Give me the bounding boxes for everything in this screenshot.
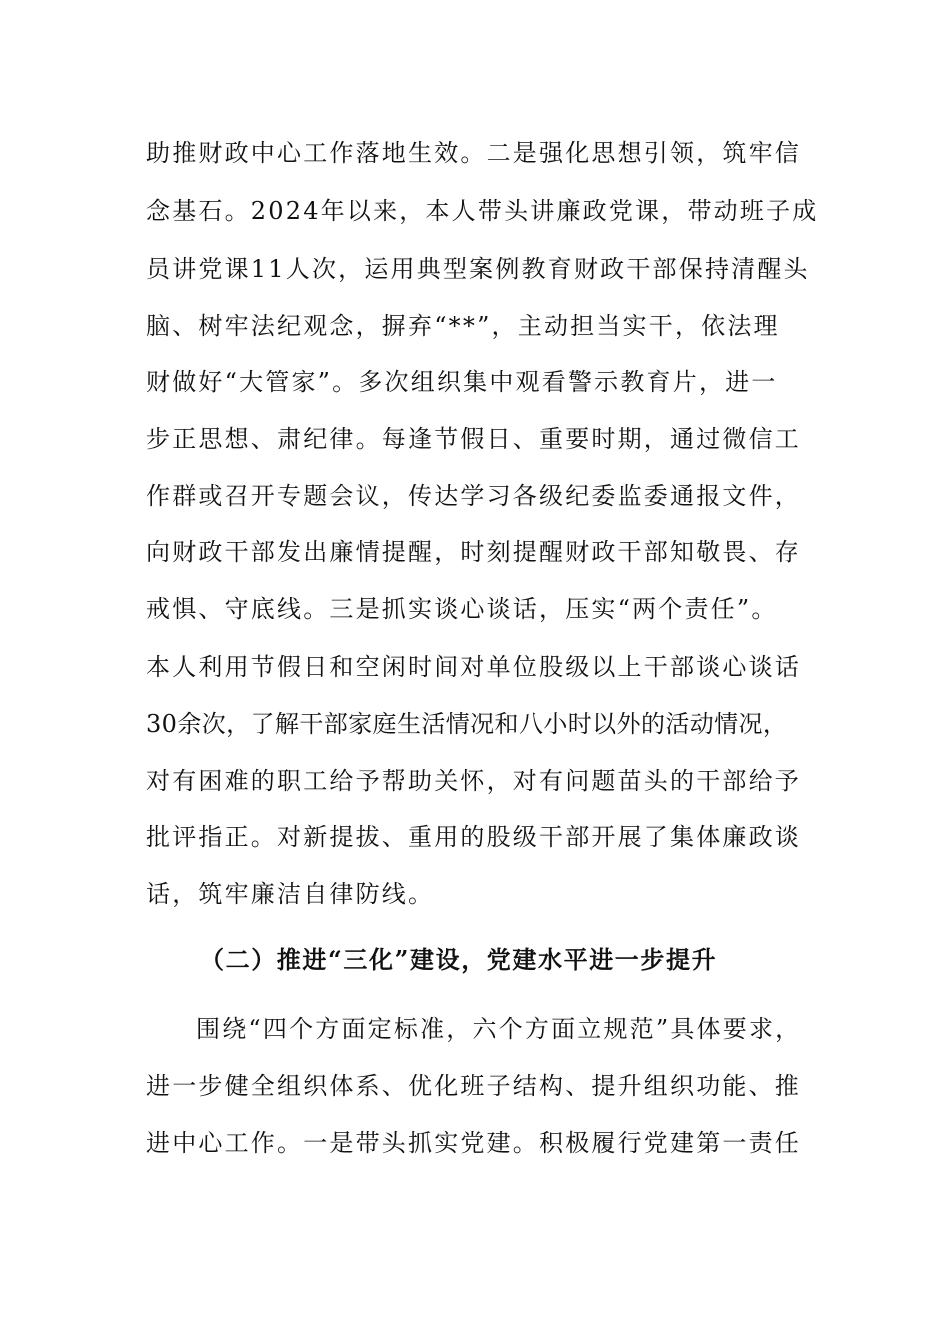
body-text-line: 作群或召开专题会议，传达学习各级纪委监委通报文件， — [146, 482, 801, 510]
body-text-line: 30余次，了解干部家庭生活情况和八小时以外的活动情况， — [146, 710, 788, 738]
body-text-line: 员讲党课11人次，运用典型案例教育财政干部保持清醒头 — [146, 255, 810, 283]
body-text-line: 助推财政中心工作落地生效。二是强化思想引领，筑牢信 — [146, 139, 801, 167]
body-text-line: 向财政干部发出廉情提醒，时刻提醒财政干部知敬畏、存 — [146, 538, 801, 566]
body-text-line: 脑、树牢法纪观念，摒弃“**”，主动担当实干，依法理 — [146, 312, 780, 340]
body-text-line: 财做好“大管家”。多次组织集中观看警示教育片，进一 — [146, 368, 778, 396]
body-text-line: 步正思想、肃纪律。每逢节假日、重要时期，通过微信工 — [146, 425, 801, 453]
body-text-line: 戒惧、守底线。三是抓实谈心谈话，压实“两个责任”。 — [146, 595, 778, 623]
body-text-line: 批评指正。对新提拔、重用的股级干部开展了集体廉政谈 — [146, 823, 801, 851]
body-text-line: 话，筑牢廉洁自律防线。 — [146, 880, 435, 908]
body-text-line: 进一步健全组织体系、优化班子结构、提升组织功能、推 — [146, 1072, 801, 1100]
body-text-line: 围绕“四个方面定标准，六个方面立规范”具体要求， — [196, 1015, 802, 1043]
body-text-line: 对有困难的职工给予帮助关怀，对有问题苗头的干部给予 — [146, 767, 801, 795]
body-text-line: 本人利用节假日和空闲时间对单位股级以上干部谈心谈话 — [146, 653, 801, 681]
body-text-line: 进中心工作。一是带头抓实党建。积极履行党建第一责任 — [146, 1129, 801, 1157]
body-text-line: 念基石。2024年以来，本人带头讲廉政党课，带动班子成 — [146, 197, 819, 225]
section-heading: （二）推进“三化”建设，党建水平进一步提升 — [200, 945, 718, 974]
